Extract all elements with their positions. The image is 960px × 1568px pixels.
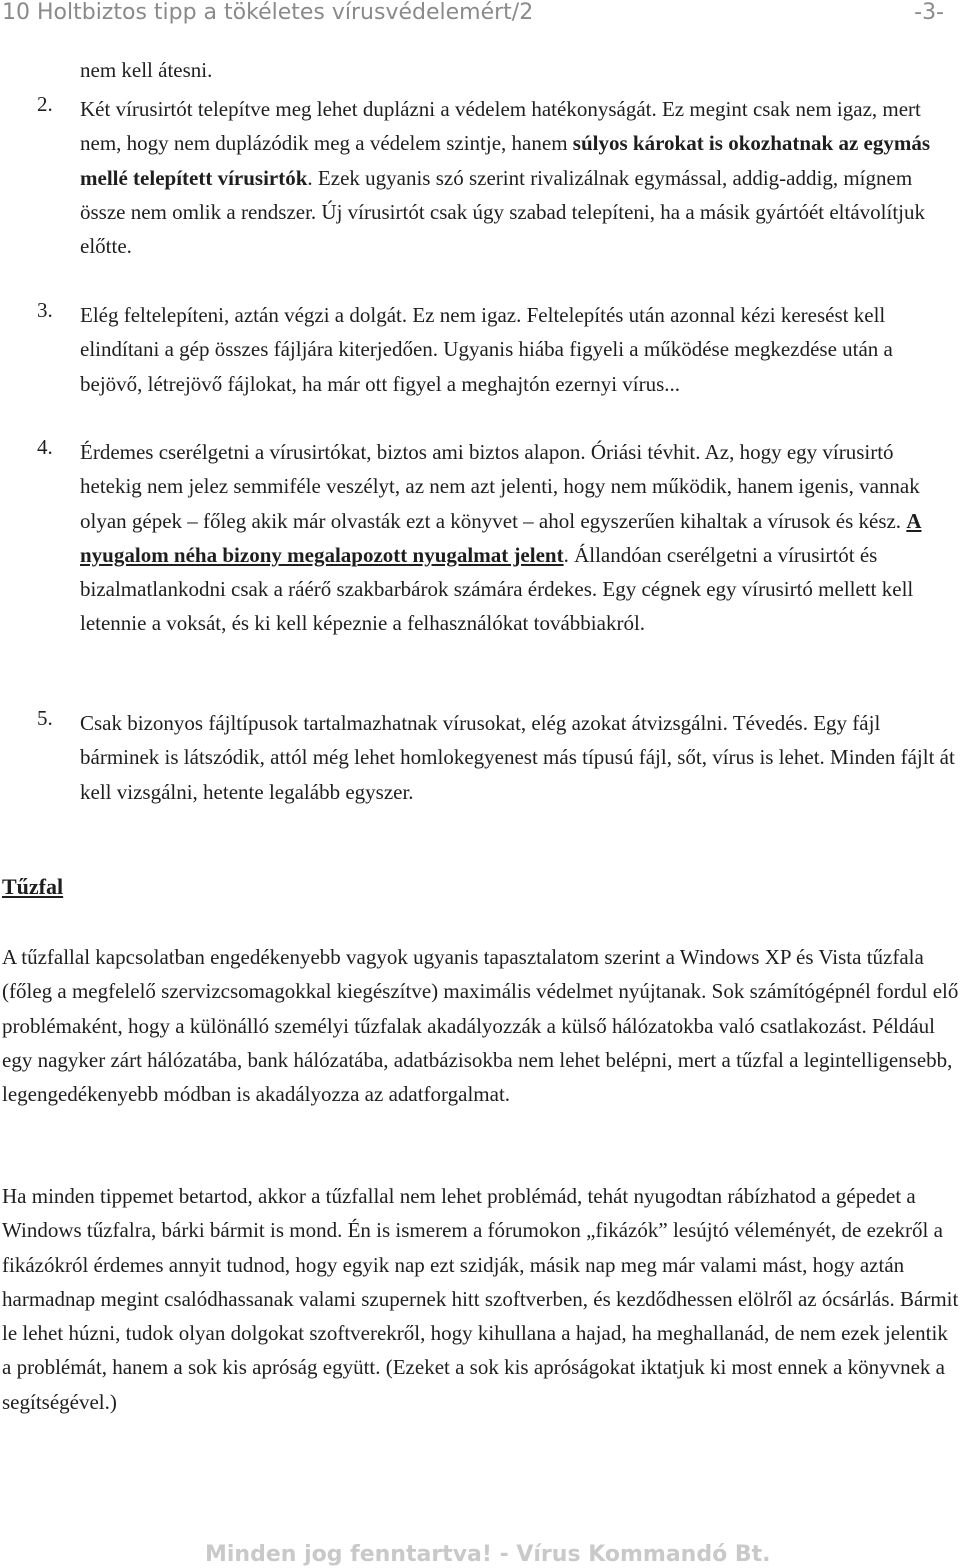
item-text-segment: . Ezek ugyanis szó szerint rivalizálnak egymással, addig-addig, mígnem össze nem omlik a rendszer. Új vírusirtót csak úgy szabad telepíteni, ha a másik gyártóét eltávolítjuk előtte. — [80, 165, 926, 259]
section-heading: Tűzfal — [2, 874, 64, 899]
list-item-number: 4. — [37, 435, 53, 459]
paragraph-firewall-1: A tűzfallal kapcsolatban engedékenyebb vagyok ugyanis tapasztalatom szerint a Windows XP és Vista tűzfala (főleg a megfelelő szervizcsomagokkal kiegészítve) maximális védelmet nyújtanak. Sok számítógépnél fordul elő problémaként, hogy a különálló személyi tűzfalak akadályozzák a külső hálózatokba való csatlakozást. Például egy nagyker zárt hálózatába, bank hálózatába, adatbázisokba nem lehet belépni, mert a tűzfal a legintelligensebb, legengedékenyebb módban is akadályozza az adatforgalmat. — [2, 945, 959, 1107]
item-text-emphasis: súlyos károkat is okozhatnak az egymás mellé telepített vírusirtók — [80, 131, 931, 190]
list-item-text — [80, 706, 960, 809]
footer-copyright: Minden jog fenntartva! - Vírus Kommandó Bt. — [205, 1542, 771, 1567]
list-continuation: nem kell átesni. — [80, 58, 213, 82]
list-item-number: 5. — [37, 706, 53, 730]
header-title: 10 Holtbiztos tipp a tökéletes vírusvédelemért/2 — [2, 0, 534, 25]
item-text-segment: . Állandóan cserélgetni a vírusirtót és bizalmatlankodni csak a ráérő szakbarbárok számára érdekes. Egy cégnek egy vírusirtó mellett kell letennie a voksát, és ki kell képeznie a felhasználókat továbbiakról. — [80, 542, 914, 636]
paragraph-firewall-2: Ha minden tippemet betartod, akkor a tűzfallal nem lehet problémád, tehát nyugodtan rábízhatod a gépedet a Windows tűzfalra, bárki bármit is mond. Én is ismerem a fórumokon „fikázók” lesújtó véleményét, de ezekről a fikázókról érdemes annyit tudnod, hogy egyik nap ezt szidják, másik nap meg már valami mást, hogy aztán harmadnap megint csalódhassanak valami szupernek hitt szoftverben, és kezdődhessen elölről az ócsárlás. Bármit le lehet húzni, tudok olyan dolgokat szoftverekről, hogy kihullana a hajad, ha meghallanád, de nem ezek jelentik a problémát, hanem a sok kis apróság együtt. (Ezeket a sok kis apróságokat iktatjuk ki most ennek a könyvnek a segítségével.) — [2, 1184, 959, 1414]
page-footer — [0, 1538, 960, 1568]
item-text-segment: Két vírusirtót telepítve meg lehet duplázni a védelem hatékonyságát. Ez megint csak nem igaz, mert nem, hogy nem duplázódik meg a védelem szintje, hanem — [80, 97, 921, 156]
item-text-segment: Csak bizonyos fájltípusok tartalmazhatnak vírusokat, elég azokat átvizsgálni. Tévedés. Egy fájl bárminek is látszódik, attól még lehet homlokegyenest más típusú fájl, sőt, vírus is lehet. Minden fájlt át kell vizsgálni, hetente legalább egyszer. — [80, 711, 955, 804]
item-text-segment: Érdemes cserélgetni a vírusirtókat, biztos ami biztos alapon. Óriási tévhit. Az, hogy egy vírusirtó hetekig nem jelez semmiféle veszélyt, az nem azt jelenti, hogy nem működik, hanem igenis, vannak olyan gépek – főleg akik már olvasták ezt a könyvet – ahol egyszerűen kihaltak a vírusok és kész. — [80, 440, 920, 533]
list-item-text — [80, 435, 960, 641]
list-item-number: 3. — [37, 298, 53, 322]
list-item-text — [80, 92, 960, 263]
item-text-segment: Elég feltelepíteni, aztán végzi a dolgát. Ez nem igaz. Feltelepítés után azonnal kézi keresést kell elindítani a gép összes fájljára kiterjedően. Ugyanis hiába figyeli a működése megkezdése után a bejövő, létrejövő fájlokat, ha már ott figyel a meghajtón ezernyi vírus... — [80, 303, 893, 396]
item-text-emphasis: A nyugalom néha bizony megalapozott nyugalmat jelent — [80, 508, 922, 567]
list-item-number: 2. — [37, 92, 53, 116]
page-header — [0, 0, 960, 30]
page-number: -3- — [914, 0, 944, 25]
list-item-text — [80, 298, 960, 401]
